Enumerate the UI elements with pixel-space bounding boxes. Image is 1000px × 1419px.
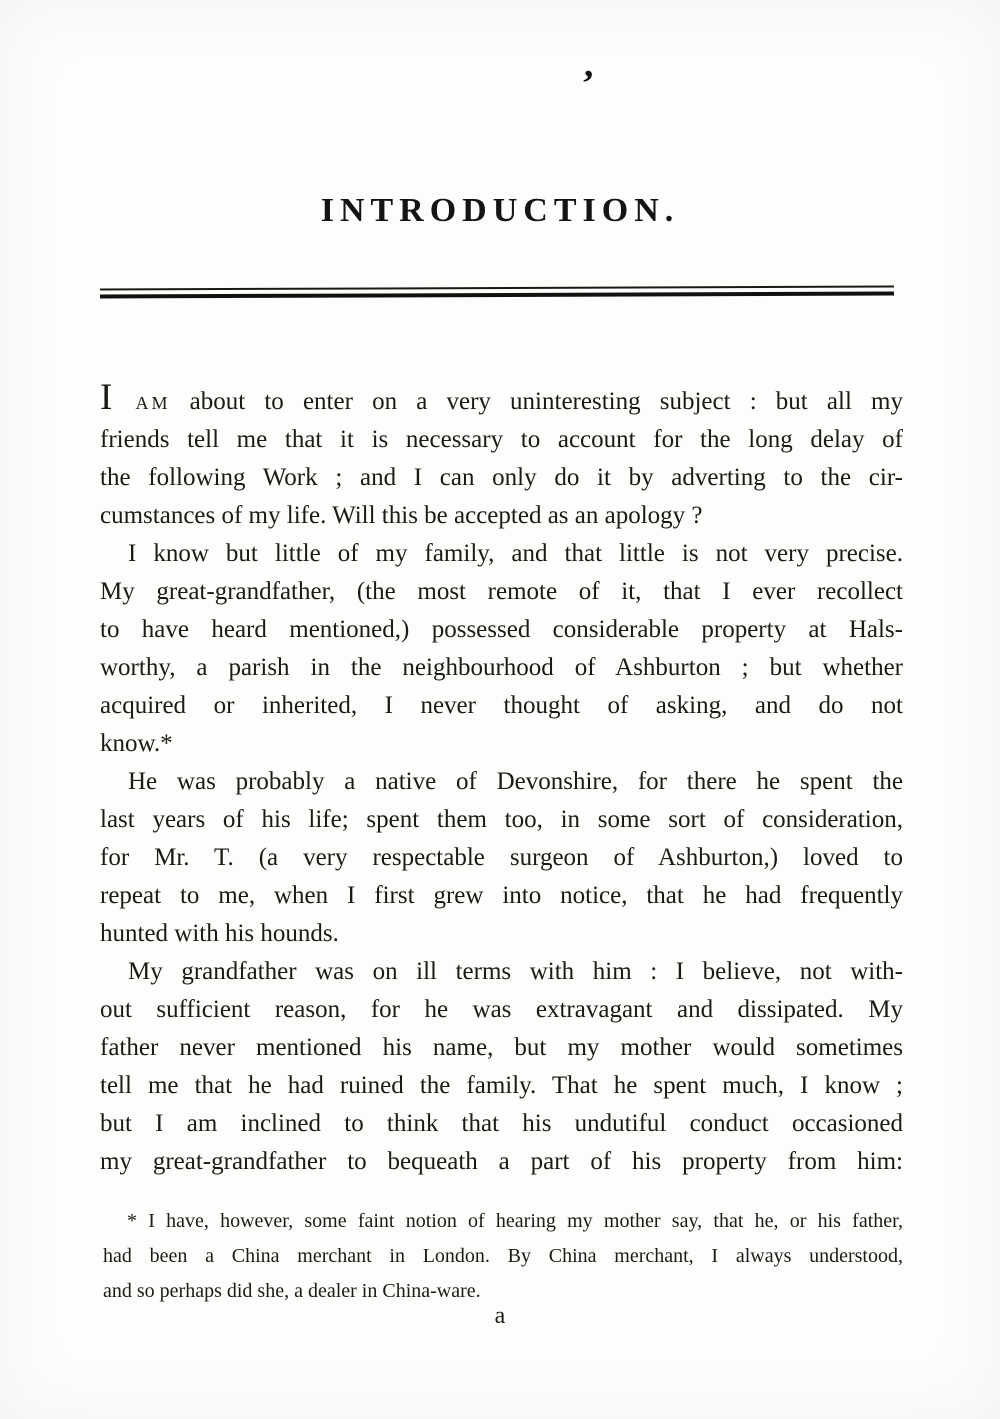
smallcaps-word: AM [135,393,171,413]
signature-mark: a [494,1303,506,1329]
text-line: out sufficient reason, for he was extravagant and dissipated. My [100,996,903,1023]
paragraph [100,535,903,763]
text-line: My great-grandfather, (the most remote of it, that I ever recollect [100,578,903,605]
text-line: hunted with his hounds. [100,920,339,947]
text-line: father never mentioned his name, but my mother would sometimes [100,1034,903,1061]
text-line: the following Work ; and I can only do it by adverting to the cir- [100,464,903,491]
text-line: My grandfather was on ill terms with him : I believe, not with- [128,958,903,985]
paragraph [100,383,903,535]
footnote-line: had been a China merchant in London. By China merchant, I always understood, [103,1245,903,1267]
rule-thin-line [100,285,894,290]
drop-initial: I [100,383,113,418]
footnote-line: and so perhaps did she, a dealer in China-ware. [103,1280,481,1302]
text-line: repeat to me, when I first grew into notice, that he had frequently [100,882,903,909]
footnote [103,1204,903,1309]
text-line: acquired or inherited, I never thought of asking, and do not [100,692,903,719]
ink-blot-mark: ’ [578,62,596,106]
text-line: to have heard mentioned,) possessed considerable property at Hals- [100,616,903,643]
paragraph [100,763,903,953]
text-line: last years of his life; spent them too, in some sort of consideration, [100,806,903,833]
footnote-line: * I have, however, some faint notion of hearing my mother say, that he, or his father, [127,1210,903,1232]
text-line: worthy, a parish in the neighbourhood of Ashburton ; but whether [100,654,903,681]
text-line: for Mr. T. (a very respectable surgeon of Ashburton,) loved to [100,844,903,871]
page-title: INTRODUCTION. [320,192,680,229]
text-line [100,383,903,421]
text-line: my great-grandfather to bequeath a part of his property from him: [100,1148,903,1175]
text-line-fragment: about to enter on a very uninteresting subject : but all my [189,388,903,415]
text-line: know.* [100,730,173,757]
text-line: I know but little of my family, and that little is not very precise. [128,540,903,567]
rule-thick-line [100,291,894,298]
text-line: friends tell me that it is necessary to account for the long delay of [100,426,903,453]
text-line: He was probably a native of Devonshire, for there he spent the [128,768,903,795]
double-rule [100,285,894,298]
text-line: tell me that he had ruined the family. That he spent much, I know ; [100,1072,903,1099]
body-text [100,383,903,1181]
text-line: cumstances of my life. Will this be accepted as an apology ? [100,502,703,529]
paragraph [100,953,903,1181]
text-line: but I am inclined to think that his undutiful conduct occasioned [100,1110,903,1137]
